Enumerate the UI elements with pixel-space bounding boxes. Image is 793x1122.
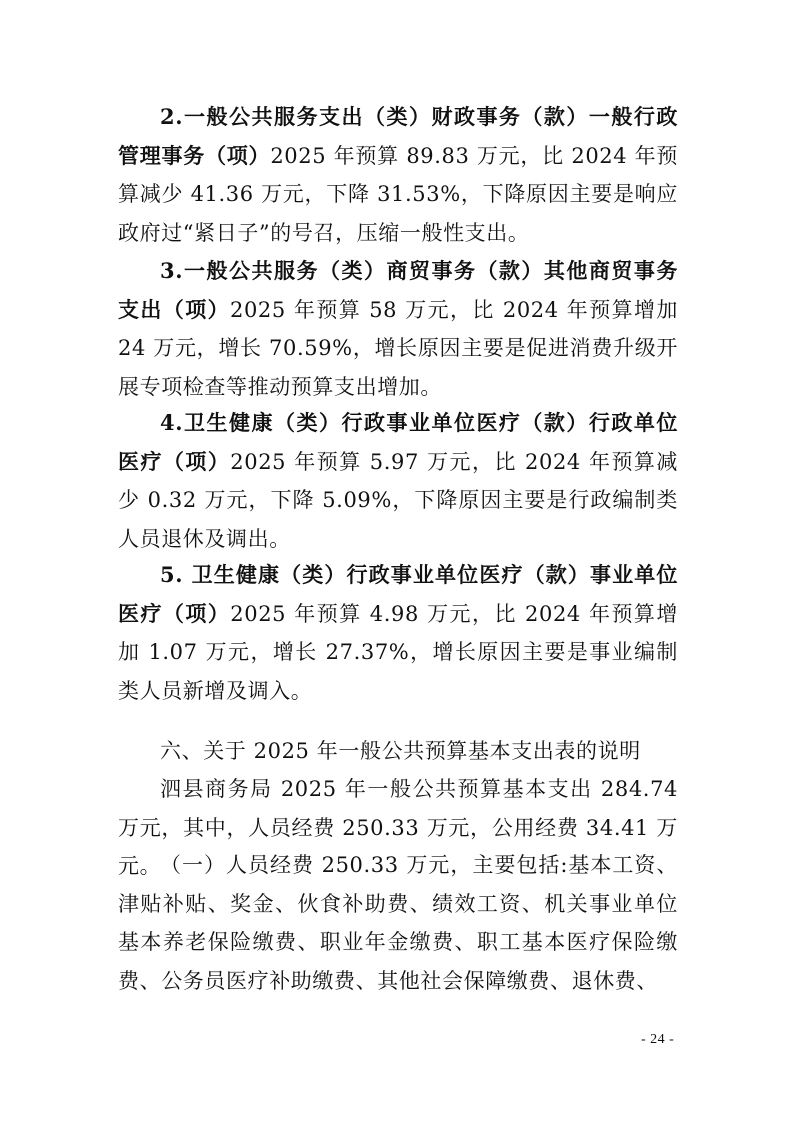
section-paragraph-summary: 泗县商务局 2025 年一般公共预算基本支出 284.74 万元，其中，人员经费 250.33 万元，公用经费 34.41 万元。 [118,777,678,878]
paragraph-body: 2025 年预算 89.83 万元，比 2024 年预算减少 41.36 万元，下降 31.53%，下降原因主要是响应政府过“紧日子”的号召，压缩一般性支出。 [118,143,678,245]
paragraph-general-admin [118,98,678,252]
section-paragraph-personnel: （一）人员经费 250.33 万元，主要包括:基本工资、津贴补贴、奖金、伙食补助费、绩效工资、机关事业单位基本养老保险缴费、职业年金缴费、职工基本医疗保险缴费、公务员医疗补助缴费、其他社会保障缴费、退休费、 [118,853,678,993]
paragraph-title: 3.一般公共服务（类）商贸事务（款）其他商贸事务支出（项） [118,258,678,322]
page-number: - 24 - [641,1032,675,1047]
paragraph-title: 5. 卫生健康（类）行政事业单位医疗（款）事业单位医疗（项） [118,562,678,626]
paragraph-body: 2025 年预算 5.97 万元，比 2024 年预算减少 0.32 万元，下降 5.09%，下降原因主要是行政编制类人员退休及调出。 [118,449,678,551]
paragraph-body: 2025 年预算 58 万元，比 2024 年预算增加 24 万元，增长 70.59%，增长原因主要是促进消费升级开展专项检查等推动预算支出增加。 [118,297,679,399]
paragraph-commerce-other [118,252,678,406]
paragraph-institution-medical [118,556,678,710]
paragraph-body: 2025 年预算 4.98 万元，比 2024 年预算增加 1.07 万元，增长 27.37%，增长原因主要是事业编制类人员新增及调入。 [118,601,678,703]
paragraph-title: 4.卫生健康（类）行政事业单位医疗（款）行政单位医疗（项） [118,410,678,474]
paragraph-title: 2.一般公共服务支出（类）财政事务（款）一般行政管理事务（项） [118,104,678,168]
paragraph-admin-medical [118,404,678,558]
section-heading: 六、关于 2025 年一般公共预算基本支出表的说明 [160,739,641,763]
